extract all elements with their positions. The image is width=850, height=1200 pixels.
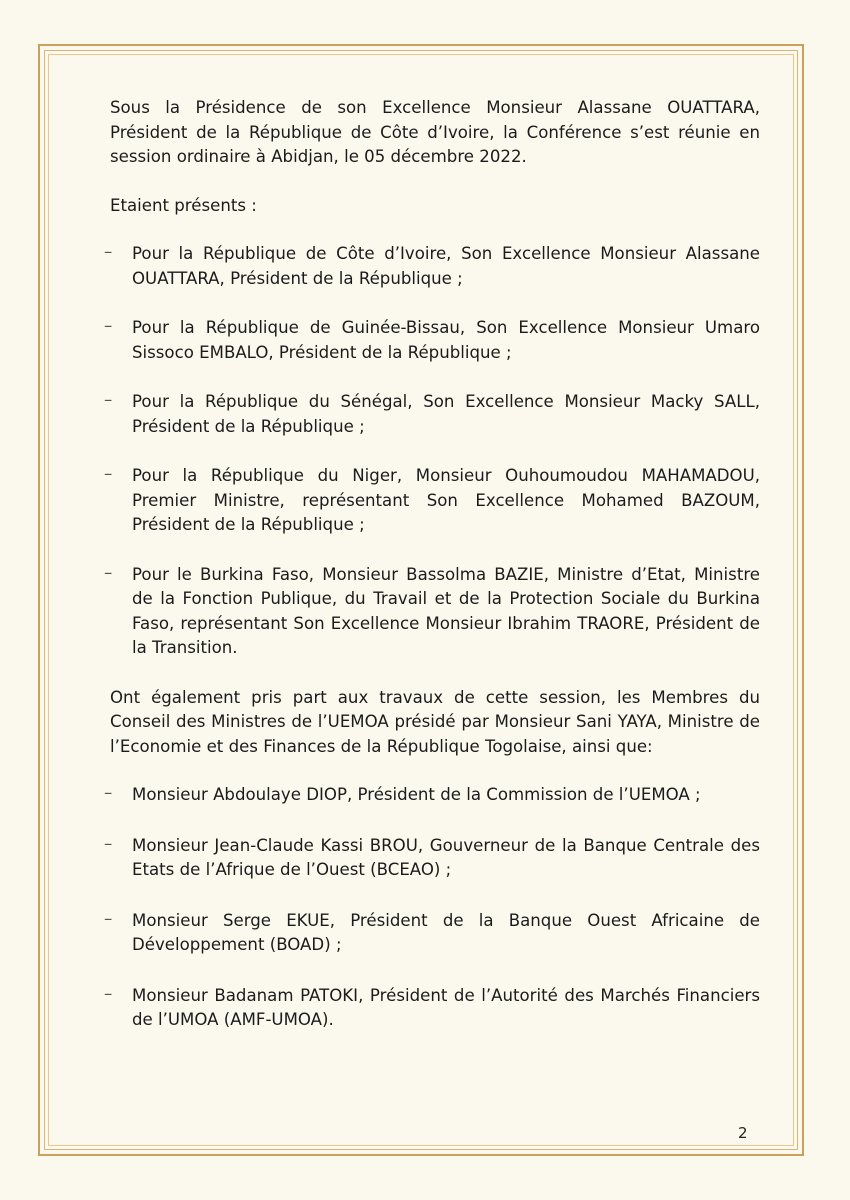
- also-item: [104, 783, 760, 808]
- dash-bullet: –: [104, 464, 113, 483]
- present-item-text: Pour la République de Guinée-Bissau, Son Excellence Monsieur Umaro Sissoco EMBALO, Président de la République ;: [132, 318, 760, 362]
- present-item: [104, 242, 760, 291]
- present-item-text: Pour le Burkina Faso, Monsieur Bassolma BAZIE, Ministre d’Etat, Ministre de la Fonction Publique, du Travail et de la Protection Sociale du Burkina Faso, représentant Son Excellence Monsieur Ibrahim TRAORE, Président de la Transition.: [132, 564, 760, 657]
- present-item: [104, 390, 760, 439]
- also-item-text: Monsieur Abdoulaye DIOP, Président de la Commission de l’UEMOA ;: [132, 785, 701, 804]
- dash-bullet: –: [104, 833, 113, 853]
- also-item-text: Monsieur Badanam PATOKI, Président de l’Autorité des Marchés Financiers de l’UMOA (AMF-UMOA).: [132, 985, 760, 1029]
- page-number: 2: [738, 1124, 748, 1142]
- dash-bullet: –: [104, 242, 113, 261]
- also-item: [104, 908, 760, 958]
- present-item: [104, 562, 760, 661]
- also-item: [104, 833, 760, 883]
- also-present-paragraph: Ont également pris part aux travaux de cette session, les Membres du Conseil des Ministres de l’UEMOA présidé par Monsieur Sani YAYA, Ministre de l’Economie et des Finances de la République Togolaise, ainsi que:: [110, 687, 760, 756]
- dash-bullet: –: [104, 390, 113, 409]
- document-body: [104, 96, 760, 1033]
- present-item-text: Pour la République du Sénégal, Son Excellence Monsieur Macky SALL, Président de la République ;: [132, 392, 760, 436]
- intro-paragraph: Sous la Présidence de son Excellence Monsieur Alassane OUATTARA, Président de la République de Côte d’Ivoire, la Conférence s’est réunie en session ordinaire à Abidjan, le 05 décembre 2022.: [110, 98, 760, 166]
- present-item: [104, 464, 760, 538]
- dash-bullet: –: [104, 562, 113, 582]
- also-item-text: Monsieur Serge EKUE, Président de la Banque Ouest Africaine de Développement (BOAD) ;: [132, 910, 760, 954]
- present-item-text: Pour la République du Niger, Monsieur Ouhoumoudou MAHAMADOU, Premier Ministre, représentant Son Excellence Mohamed BAZOUM, Président de la République ;: [132, 466, 760, 534]
- present-heading: Etaient présents :: [110, 195, 257, 215]
- dash-bullet: –: [104, 783, 113, 802]
- also-item-text: Monsieur Jean-Claude Kassi BROU, Gouverneur de la Banque Centrale des Etats de l’Afrique de l’Ouest (BCEAO) ;: [132, 835, 760, 879]
- present-item: [104, 316, 760, 365]
- dash-bullet: –: [104, 983, 113, 1003]
- also-item: [104, 983, 760, 1033]
- dash-bullet: –: [104, 316, 113, 335]
- dash-bullet: –: [104, 908, 113, 928]
- present-item-text: Pour la République de Côte d’Ivoire, Son Excellence Monsieur Alassane OUATTARA, Président de la République ;: [132, 244, 760, 288]
